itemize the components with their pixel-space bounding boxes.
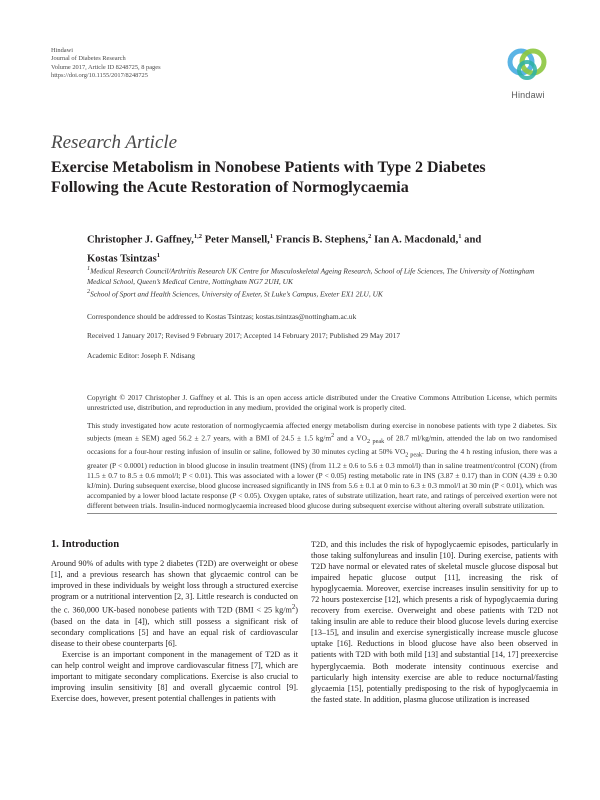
abstract-text: of 28.7 ml/kg/min, attended the lab on two randomised occasions for a four-hour resting infusion of insulin or saline, followed by 30 minutes cycling at 50% VO bbox=[87, 433, 557, 457]
abstract-sub: 2 peak bbox=[405, 452, 422, 459]
body-column-right bbox=[311, 539, 558, 705]
article-dates: Received 1 January 2017; Revised 9 February 2017; Accepted 14 February 2017; Published 29 May 2017 bbox=[87, 331, 401, 340]
author-name: Francis B. Stephens, bbox=[275, 234, 369, 246]
author-affil-sup: 1 bbox=[458, 233, 462, 240]
article-title bbox=[51, 158, 561, 198]
paragraph-text: Around 90% of adults with type 2 diabetes (T2D) are overweight or obese [1], and a previous research has shown that glycaemic control can be improved in these individuals by weight loss through a structured exercise program or a nutritional intervention [2, 3]. Little research is conducted on the c. 360,000 UK-based nonobese patients with T2D (BMI < 25 kg/m bbox=[51, 559, 298, 615]
section-heading: 1. Introduction bbox=[51, 539, 120, 550]
author-name: Ian A. Macdonald, bbox=[374, 234, 459, 246]
affiliation-sup: 1 bbox=[87, 266, 91, 272]
doi-link[interactable]: https://doi.org/10.1155/2017/8248725 bbox=[51, 72, 148, 80]
paragraph: T2D, and this includes the risk of hypoglycaemic episodes, particularly in those taking sulfonylureas and insulin [10]. During exercise, patients with T2D have normal or elevated rates of skeletal muscle glucose disposal but impaired hepatic glucose output [11], increasing the risk of hypoglycaemia. Moreover, exercise increases insulin sensitivity for up to 72 hours postexercise [12], which presents a risk of hypoglycaemia during recovery from exercise. Overweight and obese patients with T2D not taking insulin are able to reduce their blood glucose levels during exercise [13–15], and insulin and exercise synergistically increase muscle glucose uptake [16]. Reductions in blood glucose have also been observed in patients with T2D with both mild [13] and substantial [14, 17] preexercise hyperglycaemia. Both moderate intensity continuous exercise and particularly high intensity exercise are able to reduce nocturnal/fasting glycaemia [15], potentially predisposing to the risk of hypoglycaemia in the fasted state. In addition, plasma glucose utilization is increased bbox=[311, 540, 558, 704]
title-line: Following the Acute Restoration of Normoglycaemia bbox=[51, 179, 409, 196]
journal-name: Journal of Diabetes Research bbox=[51, 55, 126, 63]
paragraph-text: ) (based on the data in [4]), which still possess a significant risk of secondary complications [5] and have an equal risk of cardiovascular disease to their obese counterparts [6]. bbox=[51, 605, 298, 649]
abstract bbox=[87, 421, 557, 511]
article-type: Research Article bbox=[51, 132, 178, 153]
body-column-left bbox=[51, 539, 298, 704]
abstract-text: This study investigated how acute restoration of normoglycaemia affected energy metabolism during exercise in nonobese patients with type 2 diabetes. Six subjects (mean ± SEM) aged 56.2 ± 2.7 years, with a BMI of 24.5 ± 1.5 kg/m bbox=[87, 421, 557, 443]
abstract-sub: 2 peak bbox=[366, 438, 385, 445]
journal-meta bbox=[51, 47, 161, 81]
affiliation-item bbox=[87, 287, 557, 299]
volume-info: Volume 2017, Article ID 8248725, 8 pages bbox=[51, 63, 161, 71]
paragraph: Exercise is an important component in the management of T2D as it can help control weight and improve cardiovascular fitness [7], which are important to mitigate secondary complications. Exercise is also crucial to improving insulin sensitivity [8] and overall glycaemic control [9]. Exercise does, however, present potential challenges in patients with bbox=[51, 650, 298, 704]
author-affil-sup: 2 bbox=[368, 233, 372, 240]
author-name: Kostas Tsintzas bbox=[87, 253, 157, 265]
title-line: Exercise Metabolism in Nonobese Patients with Type 2 Diabetes bbox=[51, 159, 486, 176]
academic-editor: Academic Editor: Joseph F. Ndisang bbox=[87, 351, 195, 360]
author-affil-sup: 1 bbox=[156, 251, 161, 259]
author-name: Christopher J. Gaffney, bbox=[87, 234, 194, 246]
author-list bbox=[87, 229, 567, 266]
abstract-text: and a VO bbox=[334, 433, 367, 443]
copyright-notice: Copyright © 2017 Christopher J. Gaffney et al. This is an open access article distributed under the Creative Commons Attribution License, which permits unrestricted use, distribution, and reproduction in any medium, provided the original work is properly cited. bbox=[87, 393, 557, 412]
affiliation-text: Medical Research Council/Arthritis Research UK Centre for Musculoskeletal Ageing Research, School of Life Sciences, The University of Nottingham Medical School, Queen’s Medical Centre, Nottingham NG7 2UH, UK bbox=[87, 266, 535, 287]
paragraph-sup: 2 bbox=[291, 604, 296, 612]
affiliations bbox=[87, 264, 557, 300]
correspondence: Correspondence should be addressed to Kostas Tsintzas; kostas.tsintzas@nottingham.ac.uk bbox=[87, 312, 357, 321]
affiliation-sup: 2 bbox=[87, 289, 91, 296]
affiliation-text: School of Sport and Health Sciences, University of Exeter, St Luke’s Campus, Exeter EX1 2LU, UK bbox=[90, 289, 383, 299]
author-name: Peter Mansell, bbox=[204, 234, 270, 246]
author-conjunction: and bbox=[464, 234, 482, 246]
affiliation-item bbox=[87, 264, 557, 287]
hindawi-logo-icon bbox=[497, 44, 557, 86]
paragraph bbox=[51, 558, 298, 649]
author-affil-sup: 1,2 bbox=[193, 233, 203, 240]
author-affil-sup: 1 bbox=[269, 233, 274, 240]
hindawi-logo-text: Hindawi bbox=[511, 90, 545, 100]
abstract-divider bbox=[87, 513, 557, 514]
abstract-sup: 2 bbox=[331, 433, 335, 440]
publisher-name: Hindawi bbox=[51, 47, 74, 54]
abstract-text: . During the 4 h resting infusion, there was a greater (P < 0.0001) reduction in blood glucose in insulin treatment (INS) (from 11.2 ± 0.6 to 5.6 ± 0.3 mmol/l) than in saline treatment/control (CON) (from 11.5 ± 0.7 to 8.5 ± 0.6 mmol/l; P < 0.01). This was associated with a lower (P < 0.05) resting metabolic rate in INS (3.87 ± 0.17) than in CON (4.39 ± 0.30 kJ/min). During subsequent exercise, blood glucose increased significantly in INS from 5.6 ± 0.1 at 0 min to 6.3 ± 0.3 mmol/l at 30 min (P < 0.01), which was accompanied by a lower blood lactate response (P < 0.05). Oxygen uptake, rates of substrate utilization, heart rate, and ratings of perceived exertion were not different between trials. Insulin-induced normoglycaemia increased blood glucose during subsequent exercise without altering overall substrate utilization. bbox=[87, 447, 557, 510]
